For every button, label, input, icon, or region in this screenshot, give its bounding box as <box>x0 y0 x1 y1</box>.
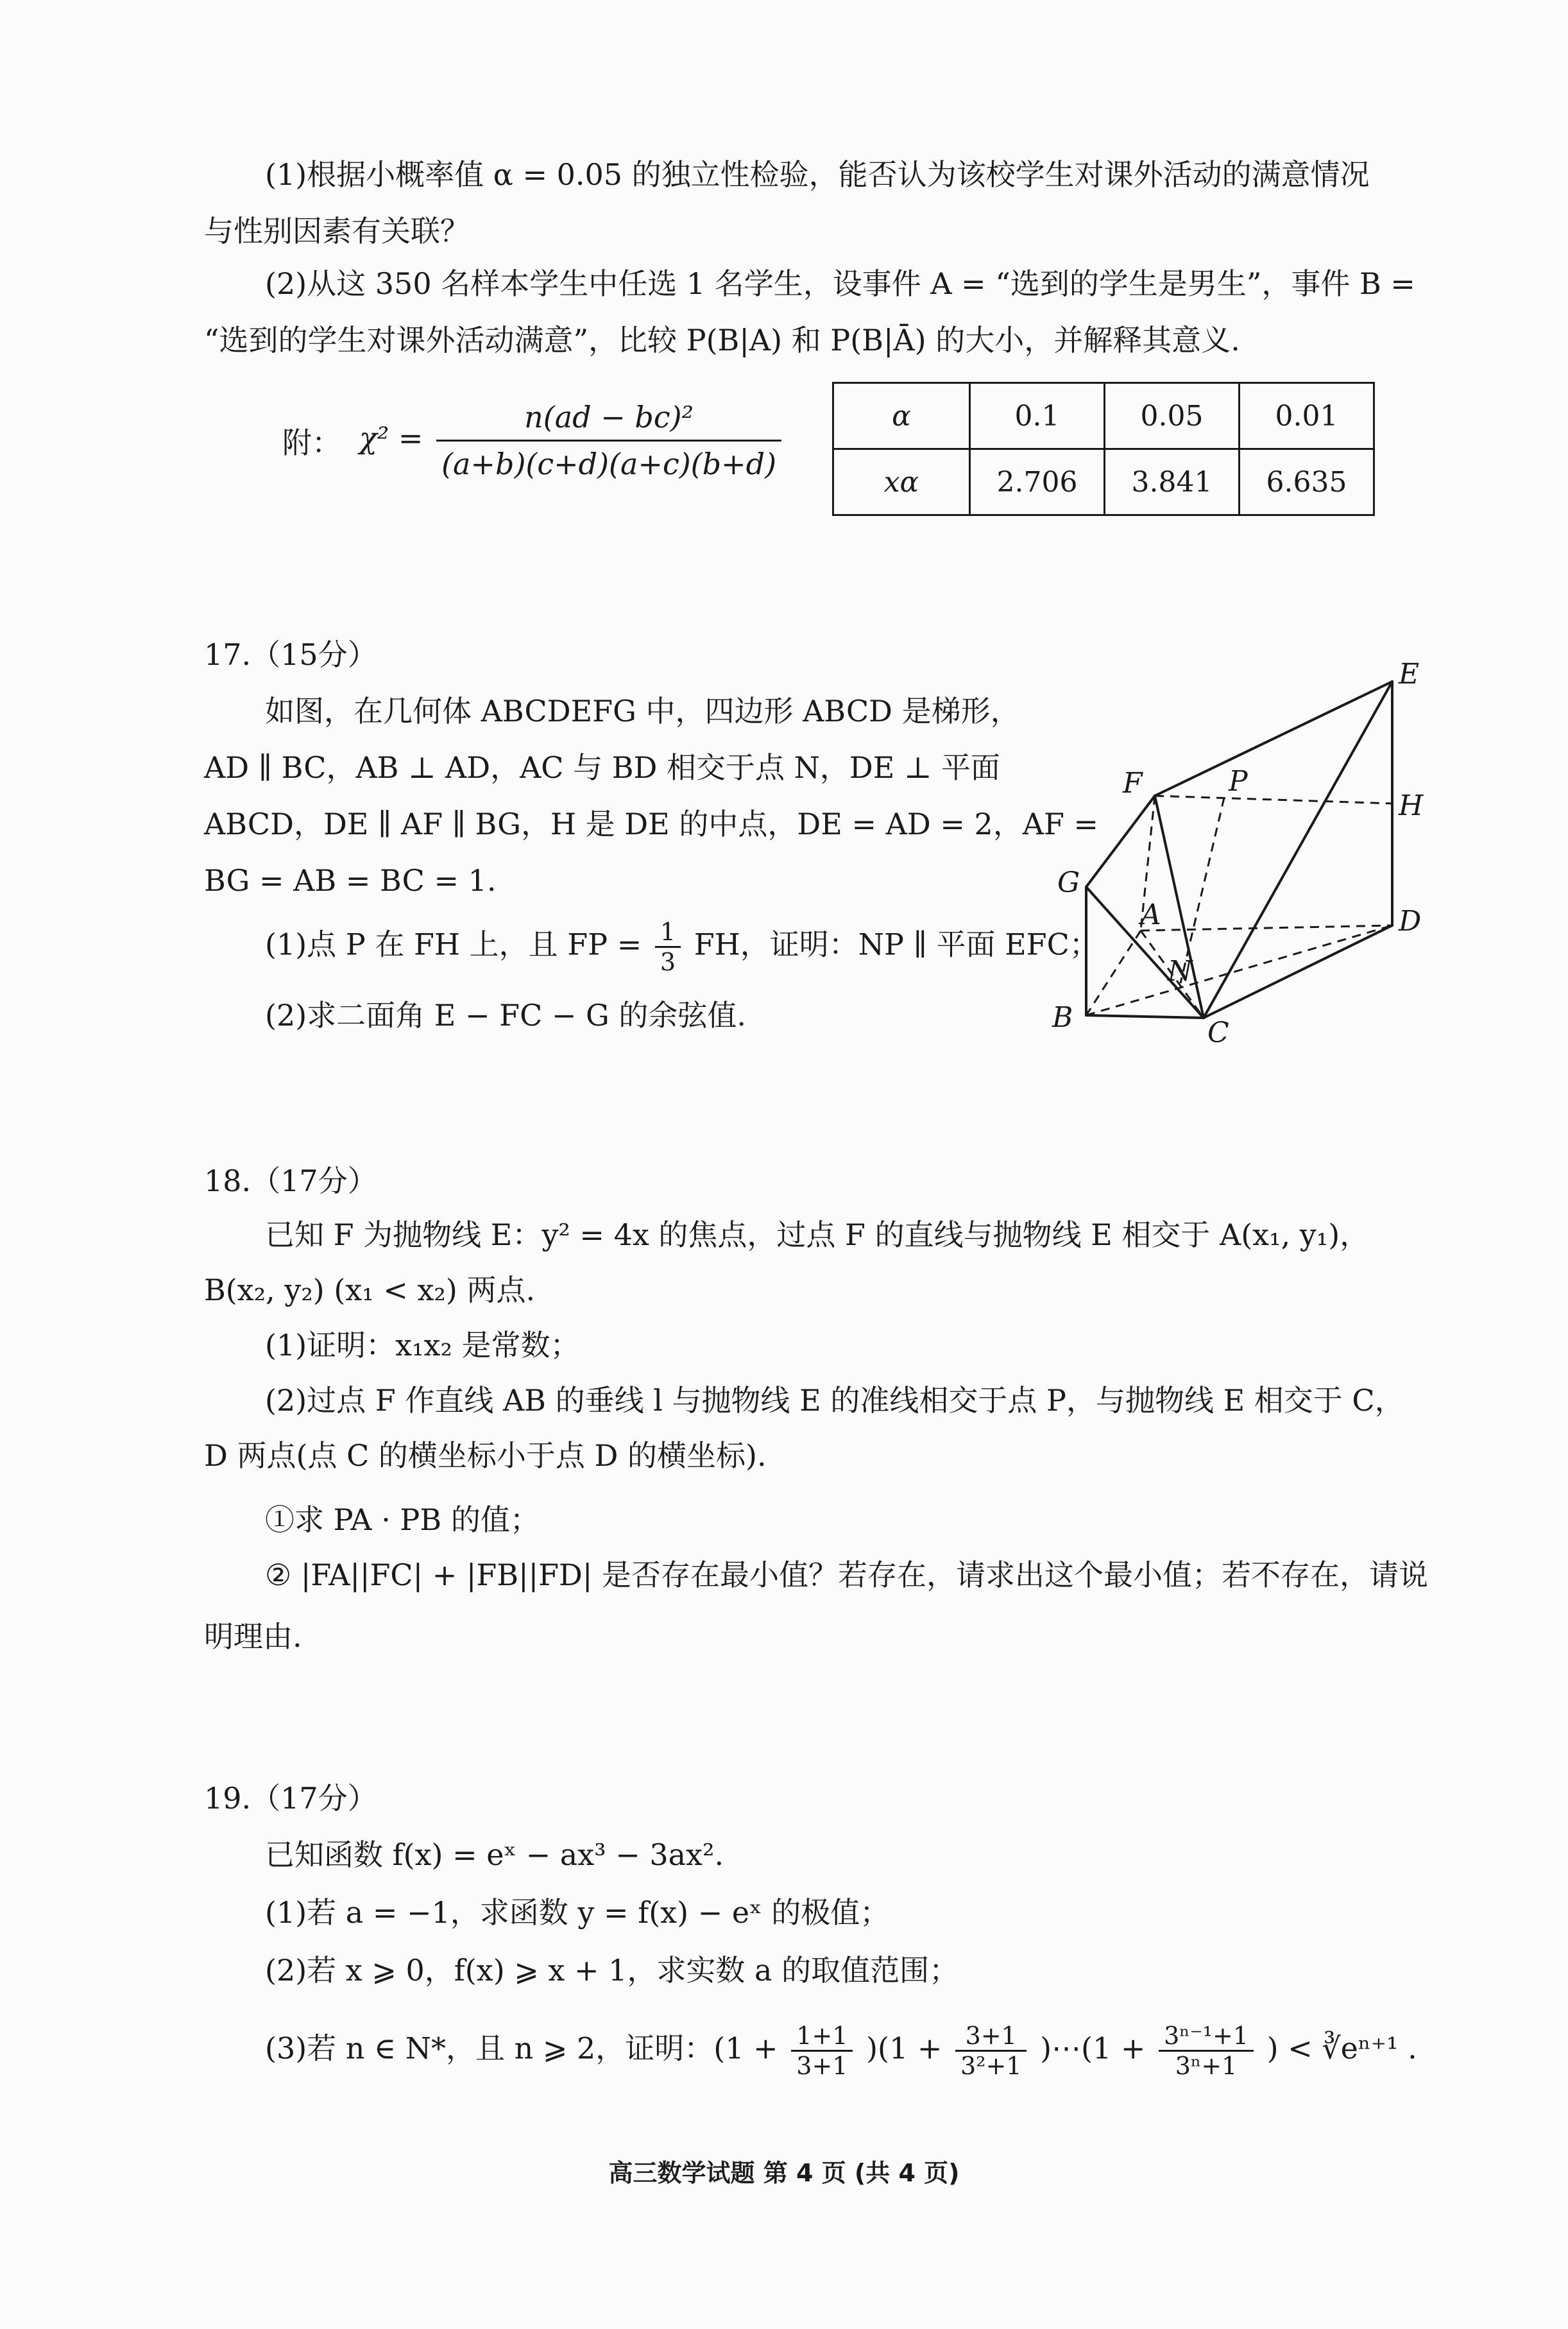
geometry-figure <box>1027 655 1424 1053</box>
fraction-numerator: 1+1 <box>791 2022 853 2052</box>
vertex-A-label: A <box>1141 898 1161 931</box>
q17-part1 <box>265 918 1099 976</box>
table-cell: 6.635 <box>1240 449 1374 515</box>
q18-line2: B(x₂, y₂) (x₁ < x₂) 两点. <box>204 1273 536 1307</box>
chi-denominator: (a+b)(c+d)(a+c)(b+d) <box>441 447 777 481</box>
edge-EC <box>1204 682 1392 1018</box>
edge-FG <box>1086 796 1155 887</box>
fraction-denominator: 3²+1 <box>960 2052 1022 2080</box>
q18-sub1: ①求 PA · PB 的值； <box>265 1502 540 1537</box>
appendix-label: 附： <box>282 425 341 460</box>
vertex-D-label: D <box>1399 905 1422 938</box>
vertex-C-label: C <box>1207 1017 1229 1049</box>
fraction-denominator: 3+1 <box>796 2052 848 2080</box>
chi-fraction <box>436 395 781 486</box>
edge-AD <box>1141 925 1392 931</box>
vertex-H-label: H <box>1399 789 1424 822</box>
vertex-E-label: E <box>1399 658 1420 691</box>
q17-line1: 如图，在几何体 ABCDEFG 中，四边形 ABCD 是梯形， <box>265 694 1020 728</box>
q17-part1-pre: (1)点 P 在 FH 上，且 FP = <box>265 927 642 962</box>
q18-part1: (1)证明：x₁x₂ 是常数； <box>265 1328 580 1362</box>
table-cell: 0.1 <box>970 383 1105 449</box>
one-third-fraction <box>655 918 681 976</box>
table-cell: xα <box>833 449 970 515</box>
vertex-G-label: G <box>1057 866 1080 899</box>
q19-part3-pre: (3)若 n ∈ N*，且 n ⩾ 2，证明：(1 + <box>265 2031 778 2066</box>
q19-part3-mid1: )(1 + <box>866 2031 942 2066</box>
table-cell: 0.05 <box>1105 383 1240 449</box>
fraction-denominator: 3ⁿ+1 <box>1175 2052 1238 2080</box>
q18-part2-line1: (2)过点 F 作直线 AB 的垂线 l 与抛物线 E 的准线相交于点 P，与抛物线 E 相交于 C， <box>265 1383 1404 1418</box>
q19-part3-mid2: )⋯(1 + <box>1040 2031 1146 2066</box>
edge-FH <box>1155 796 1392 804</box>
q16-part1-line2: 与性别因素有关联？ <box>204 214 470 248</box>
fraction-numerator: 3ⁿ⁻¹+1 <box>1159 2022 1254 2052</box>
q19-line1: 已知函数 f(x) = eˣ − ax³ − 3ax². <box>265 1837 724 1872</box>
table-cell: 0.01 <box>1240 383 1374 449</box>
q17-heading: 17.（15分） <box>204 637 377 672</box>
fraction-numerator: 3+1 <box>955 2022 1027 2052</box>
table-row <box>833 449 1374 515</box>
q19-fraction-1 <box>791 2022 853 2080</box>
q18-part2-line2: D 两点(点 C 的横坐标小于点 D 的横坐标). <box>204 1438 767 1473</box>
vertex-N-label: N <box>1168 955 1193 988</box>
fraction-denominator: 3 <box>660 948 676 976</box>
q17-line3: ABCD，DE ∥ AF ∥ BG，H 是 DE 的中点，DE = AD = 2，AF = <box>204 807 1099 841</box>
q17-part1-post: FH，证明：NP ∥ 平面 EFC； <box>694 927 1099 962</box>
table-row <box>833 383 1374 449</box>
q18-sub2-line2: 明理由. <box>204 1619 302 1654</box>
q17-line4: BG = AB = BC = 1. <box>204 863 497 898</box>
q17-line2: AD ∥ BC，AB ⊥ AD，AC 与 BD 相交于点 N，DE ⊥ 平面 <box>204 750 1000 785</box>
q18-heading: 18.（17分） <box>204 1164 377 1198</box>
q16-part1-line1: (1)根据小概率值 α = 0.05 的独立性检验，能否认为该校学生对课外活动的满意情况 <box>265 157 1370 192</box>
q19-fraction-2 <box>955 2022 1027 2080</box>
q19-part3-post: ) < ∛eⁿ⁺¹ . <box>1266 2031 1417 2066</box>
q19-part2: (2)若 x ⩾ 0，f(x) ⩾ x + 1，求实数 a 的取值范围； <box>265 1953 959 1988</box>
q17-part2: (2)求二面角 E − FC − G 的余弦值. <box>265 998 747 1033</box>
fraction-numerator: 1 <box>655 918 681 948</box>
q19-part1: (1)若 a = −1，求函数 y = f(x) − eˣ 的极值； <box>265 1895 890 1930</box>
chi-lhs: χ² = <box>359 420 423 456</box>
q16-part2-line2: “选到的学生对课外活动满意”，比较 P(B|A) 和 P(B|Ā) 的大小，并解释其意义. <box>204 323 1240 357</box>
page-footer: 高三数学试题 第 4 页 (共 4 页) <box>608 2159 960 2187</box>
table-cell: α <box>833 383 970 449</box>
vertex-P-label: P <box>1229 765 1248 798</box>
edge-EF <box>1155 682 1392 796</box>
vertex-F-label: F <box>1123 767 1143 800</box>
q16-part2-line1: (2)从这 350 名样本学生中任选 1 名学生，设事件 A = “选到的学生是男生”，事件 B = <box>265 266 1415 301</box>
chi-square-formula <box>359 395 785 486</box>
q19-fraction-3 <box>1159 2022 1254 2080</box>
critical-value-table <box>832 382 1375 516</box>
q18-sub2-line1: ② |FA||FC| + |FB||FD| 是否存在最小值？若存在，请求出这个最小值；若不存在，请说 <box>265 1558 1429 1592</box>
table-cell: 3.841 <box>1105 449 1240 515</box>
chi-numerator: n(ad − bc)² <box>436 395 781 442</box>
q19-heading: 19.（17分） <box>204 1781 377 1816</box>
edge-BC <box>1086 1015 1204 1018</box>
q18-line1: 已知 F 为抛物线 E：y² = 4x 的焦点，过点 F 的直线与抛物线 E 相交于 A(x₁, y₁)， <box>265 1217 1370 1252</box>
q19-part3 <box>265 2022 1417 2080</box>
table-cell: 2.706 <box>970 449 1105 515</box>
vertex-B-label: B <box>1052 1001 1073 1034</box>
edge-CD <box>1204 925 1392 1018</box>
